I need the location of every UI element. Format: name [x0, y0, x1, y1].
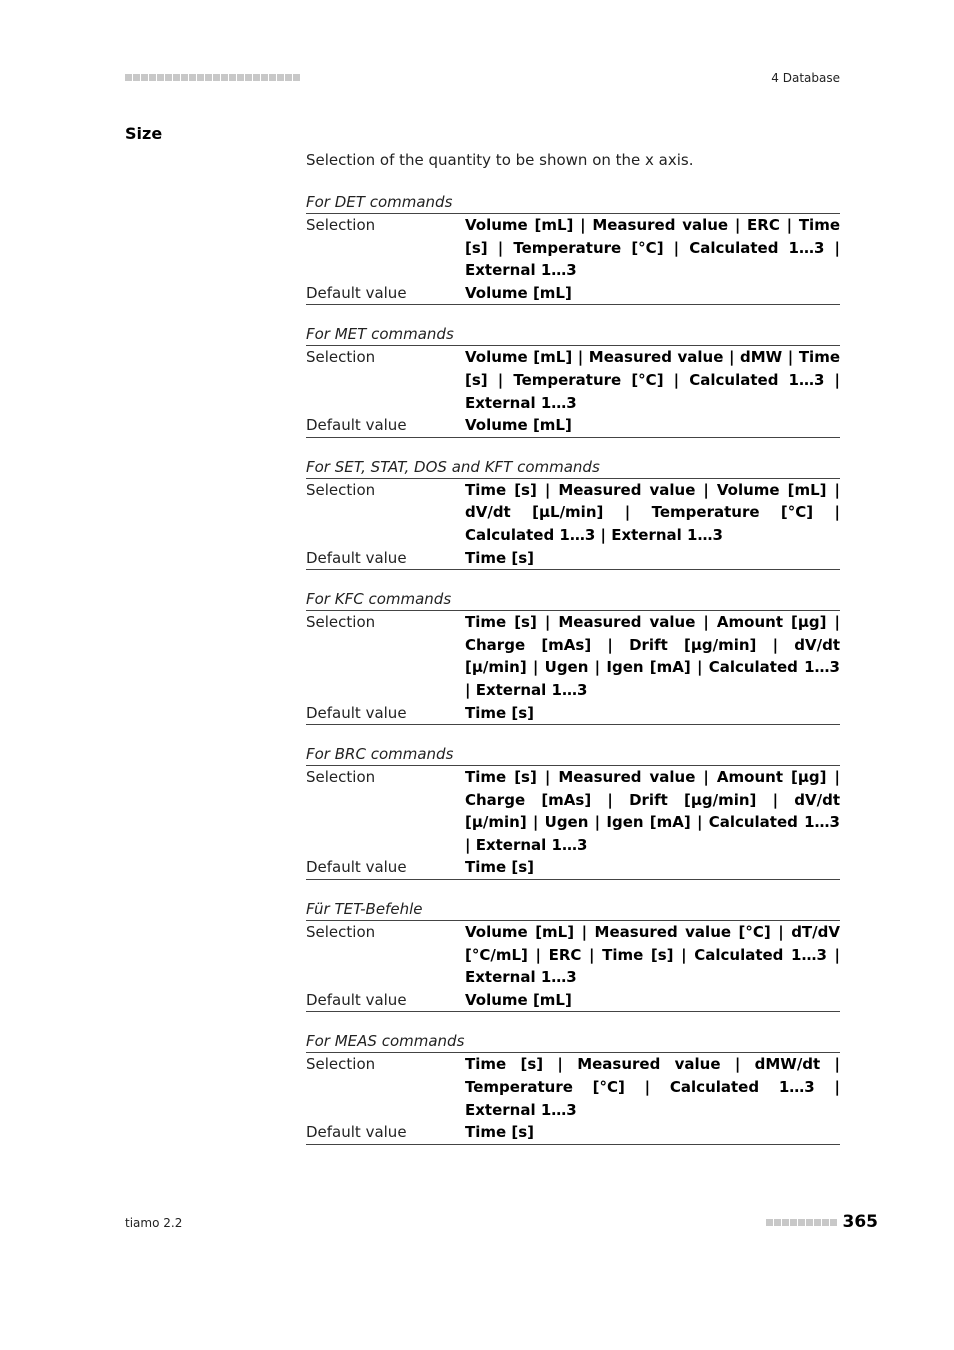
selection-row [306, 214, 840, 282]
group-title: For SET, STAT, DOS and KFT commands [306, 457, 840, 479]
group-title: For DET commands [306, 192, 840, 214]
group-title: Für TET-Befehle [306, 899, 840, 921]
default-value: Volume [mL] [465, 283, 572, 302]
selection-label: Selection [306, 216, 376, 234]
default-label: Default value [306, 283, 407, 302]
command-group [306, 589, 840, 725]
default-row [306, 547, 840, 571]
selection-value: Volume [mL] | Measured value [°C] | dT/dV [°C/mL] | ERC | Time [s] | Calculated 1…3 | External 1…3 [465, 923, 840, 987]
section-description: Selection of the quantity to be shown on the x axis. [306, 151, 694, 169]
command-groups [306, 192, 840, 1164]
command-group [306, 744, 840, 880]
selection-row [306, 479, 840, 547]
default-label: Default value [306, 703, 407, 722]
default-value: Volume [mL] [465, 416, 572, 435]
default-row [306, 856, 840, 880]
selection-row [306, 346, 840, 414]
default-row [306, 414, 840, 438]
page-footer [766, 1212, 879, 1232]
section-title: Size [125, 124, 163, 143]
command-group [306, 899, 840, 1012]
default-row [306, 989, 840, 1013]
selection-row [306, 766, 840, 856]
default-label: Default value [306, 548, 407, 567]
command-group [306, 457, 840, 570]
selection-value: Time [s] | Measured value | Amount [µg] | Charge [mAs] | Drift [µg/min] | dV/dt [µ/min] | Ugen | Igen [mA] | Calculated 1…3 | External 1…3 [465, 613, 840, 699]
selection-label: Selection [306, 768, 376, 787]
footer-decoration [766, 1219, 837, 1226]
default-row [306, 702, 840, 726]
header-decoration [125, 74, 300, 81]
default-row [306, 1121, 840, 1145]
default-value: Time [s] [465, 1123, 535, 1142]
group-title: For BRC commands [306, 744, 840, 766]
default-label: Default value [306, 990, 407, 1009]
command-group [306, 192, 840, 305]
chapter-title: 4 Database [771, 71, 840, 85]
selection-row [306, 921, 840, 989]
default-value: Time [s] [465, 703, 535, 722]
selection-value: Time [s] | Measured value | Amount [µg] | Charge [mAs] | Drift [µg/min] | dV/dt [µ/min] | Ugen | Igen [mA] | Calculated 1…3 | External 1…3 [465, 768, 840, 854]
selection-value: Volume [mL] | Measured value | dMW | Time [s] | Temperature [°C] | Calculated 1…3 | External 1…3 [465, 348, 840, 412]
default-value: Time [s] [465, 548, 535, 567]
command-group [306, 1031, 840, 1144]
default-label: Default value [306, 858, 407, 877]
selection-label: Selection [306, 923, 376, 942]
default-value: Time [s] [465, 858, 535, 877]
selection-row [306, 611, 840, 701]
selection-label: Selection [306, 1055, 376, 1074]
default-label: Default value [306, 416, 407, 435]
group-title: For MEAS commands [306, 1031, 840, 1053]
selection-label: Selection [306, 348, 376, 367]
product-name: tiamo 2.2 [125, 1216, 183, 1230]
page-number: 365 [842, 1212, 878, 1232]
command-group [306, 324, 840, 437]
selection-value: Time [s] | Measured value | Volume [mL] | dV/dt [µL/min] | Temperature [°C] | Calculated 1…3 | External 1…3 [465, 480, 840, 544]
selection-value: Volume [mL] | Measured value | ERC | Time [s] | Temperature [°C] | Calculated 1…3 | External 1…3 [465, 216, 840, 280]
default-value: Volume [mL] [465, 990, 572, 1009]
group-title: For MET commands [306, 324, 840, 346]
selection-value: Time [s] | Measured value | dMW/dt | Temperature [°C] | Calculated 1…3 | External 1…3 [465, 1055, 840, 1119]
selection-row [306, 1053, 840, 1121]
default-row [306, 282, 840, 306]
default-label: Default value [306, 1123, 407, 1142]
selection-label: Selection [306, 613, 376, 632]
selection-label: Selection [306, 480, 376, 499]
group-title: For KFC commands [306, 589, 840, 611]
